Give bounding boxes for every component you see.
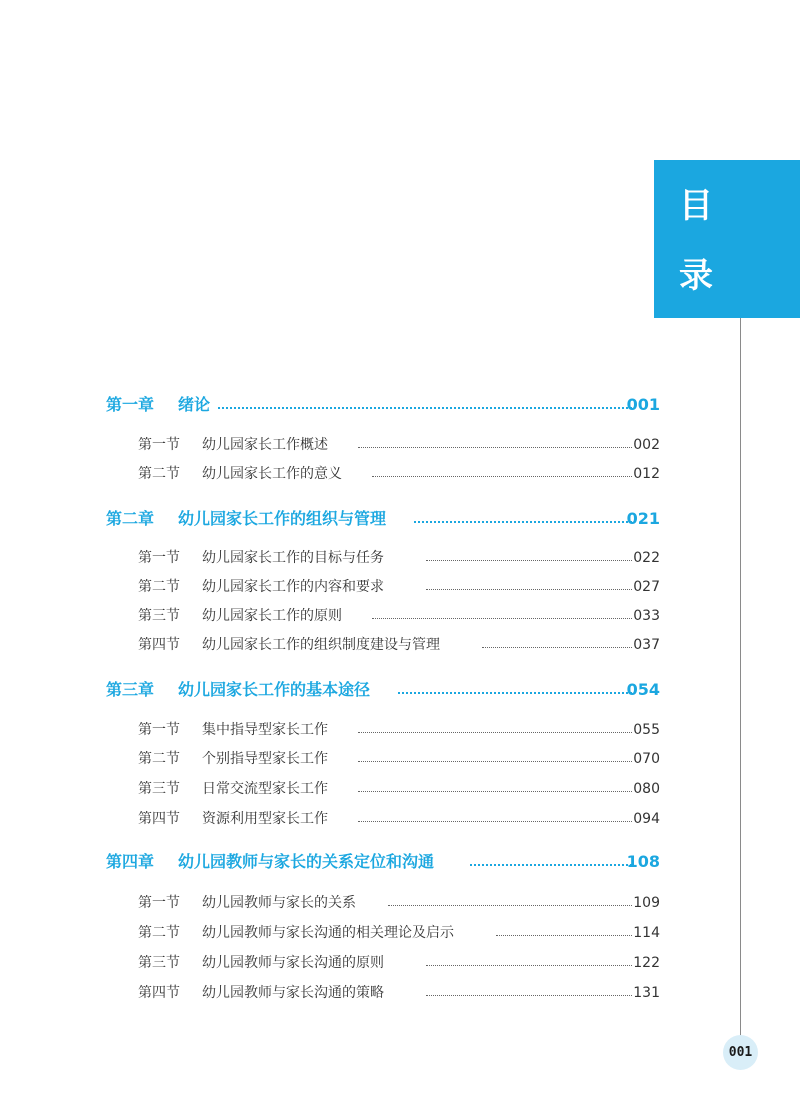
section-row[interactable] [0, 632, 800, 658]
section-row[interactable] [0, 746, 800, 772]
section-title: 幼儿园家长工作概述 [202, 437, 328, 453]
leader-dots [426, 965, 632, 966]
section-title: 集中指导型家长工作 [202, 722, 328, 738]
section-label: 第三节 [138, 955, 180, 971]
section-title: 幼儿园家长工作的意义 [202, 466, 342, 482]
section-title: 幼儿园教师与家长沟通的原则 [202, 955, 384, 971]
section-row[interactable] [0, 920, 800, 946]
leader-dots [358, 821, 632, 822]
section-page: 002 [633, 437, 660, 453]
section-title: 幼儿园教师与家长的关系 [202, 895, 356, 911]
section-page: 070 [633, 751, 660, 767]
section-title: 幼儿园家长工作的目标与任务 [202, 550, 384, 566]
leader-dots [482, 647, 632, 648]
chapter-row[interactable] [0, 677, 800, 703]
leader-dots [358, 732, 632, 733]
chapter-title: 幼儿园家长工作的基本途径 [178, 680, 371, 699]
leader-dots [426, 560, 632, 561]
leader-dots [426, 995, 632, 996]
section-page: 012 [633, 466, 660, 482]
section-row[interactable] [0, 603, 800, 629]
leader-dots [358, 761, 632, 762]
section-title: 资源利用型家长工作 [202, 811, 328, 827]
section-label: 第一节 [138, 895, 180, 911]
section-row[interactable] [0, 806, 800, 832]
section-row[interactable] [0, 950, 800, 976]
section-label: 第一节 [138, 437, 180, 453]
section-page: 109 [633, 895, 660, 911]
toc-title-char-2: 录 [679, 256, 713, 296]
section-title: 幼儿园家长工作的原则 [202, 608, 342, 624]
section-page: 122 [633, 955, 660, 971]
leader-dots [358, 791, 632, 792]
chapter-label: 第四章 [106, 852, 155, 871]
section-page: 080 [633, 781, 660, 797]
chapter-page: 001 [626, 395, 660, 414]
section-title: 幼儿园家长工作的组织制度建设与管理 [202, 637, 440, 653]
chapter-label: 第二章 [106, 509, 155, 528]
chapter-title: 绪论 [178, 395, 211, 414]
section-page: 037 [633, 637, 660, 653]
section-row[interactable] [0, 717, 800, 743]
section-page: 027 [633, 579, 660, 595]
chapter-row[interactable] [0, 506, 800, 532]
leader-dots [388, 905, 632, 906]
section-row[interactable] [0, 432, 800, 458]
chapter-title: 幼儿园教师与家长的关系定位和沟通 [178, 852, 435, 871]
section-label: 第四节 [138, 637, 180, 653]
section-page: 094 [633, 811, 660, 827]
section-label: 第二节 [138, 925, 180, 941]
section-row[interactable] [0, 461, 800, 487]
section-row[interactable] [0, 890, 800, 916]
page-number-badge: 001 [723, 1035, 758, 1070]
section-label: 第二节 [138, 466, 180, 482]
section-page: 022 [633, 550, 660, 566]
leader-dots [372, 476, 632, 477]
section-row[interactable] [0, 980, 800, 1006]
section-label: 第一节 [138, 722, 180, 738]
section-label: 第二节 [138, 579, 180, 595]
section-label: 第三节 [138, 781, 180, 797]
section-label: 第二节 [138, 751, 180, 767]
section-title: 个别指导型家长工作 [202, 751, 328, 767]
section-title: 幼儿园教师与家长沟通的策略 [202, 985, 384, 1001]
chapter-row[interactable] [0, 392, 800, 418]
section-page: 033 [633, 608, 660, 624]
chapter-page: 054 [626, 680, 660, 699]
leader-dots [358, 447, 632, 448]
section-title: 日常交流型家长工作 [202, 781, 328, 797]
section-label: 第四节 [138, 985, 180, 1001]
leader-dots [426, 589, 632, 590]
chapter-page: 021 [626, 509, 660, 528]
section-label: 第四节 [138, 811, 180, 827]
leader-dots [470, 864, 632, 866]
section-page: 114 [633, 925, 660, 941]
chapter-label: 第三章 [106, 680, 155, 699]
section-row[interactable] [0, 545, 800, 571]
leader-dots [218, 407, 632, 409]
section-page: 055 [633, 722, 660, 738]
chapter-page: 108 [626, 852, 660, 871]
section-page: 131 [633, 985, 660, 1001]
section-title: 幼儿园家长工作的内容和要求 [202, 579, 384, 595]
chapter-title: 幼儿园家长工作的组织与管理 [178, 509, 387, 528]
leader-dots [372, 618, 632, 619]
section-label: 第一节 [138, 550, 180, 566]
chapter-label: 第一章 [106, 395, 155, 414]
section-title: 幼儿园教师与家长沟通的相关理论及启示 [202, 925, 454, 941]
chapter-row[interactable] [0, 849, 800, 875]
section-row[interactable] [0, 574, 800, 600]
leader-dots [496, 935, 632, 936]
section-row[interactable] [0, 776, 800, 802]
section-label: 第三节 [138, 608, 180, 624]
toc-title-char-1: 目 [679, 186, 713, 226]
leader-dots [398, 692, 632, 694]
leader-dots [414, 521, 632, 523]
